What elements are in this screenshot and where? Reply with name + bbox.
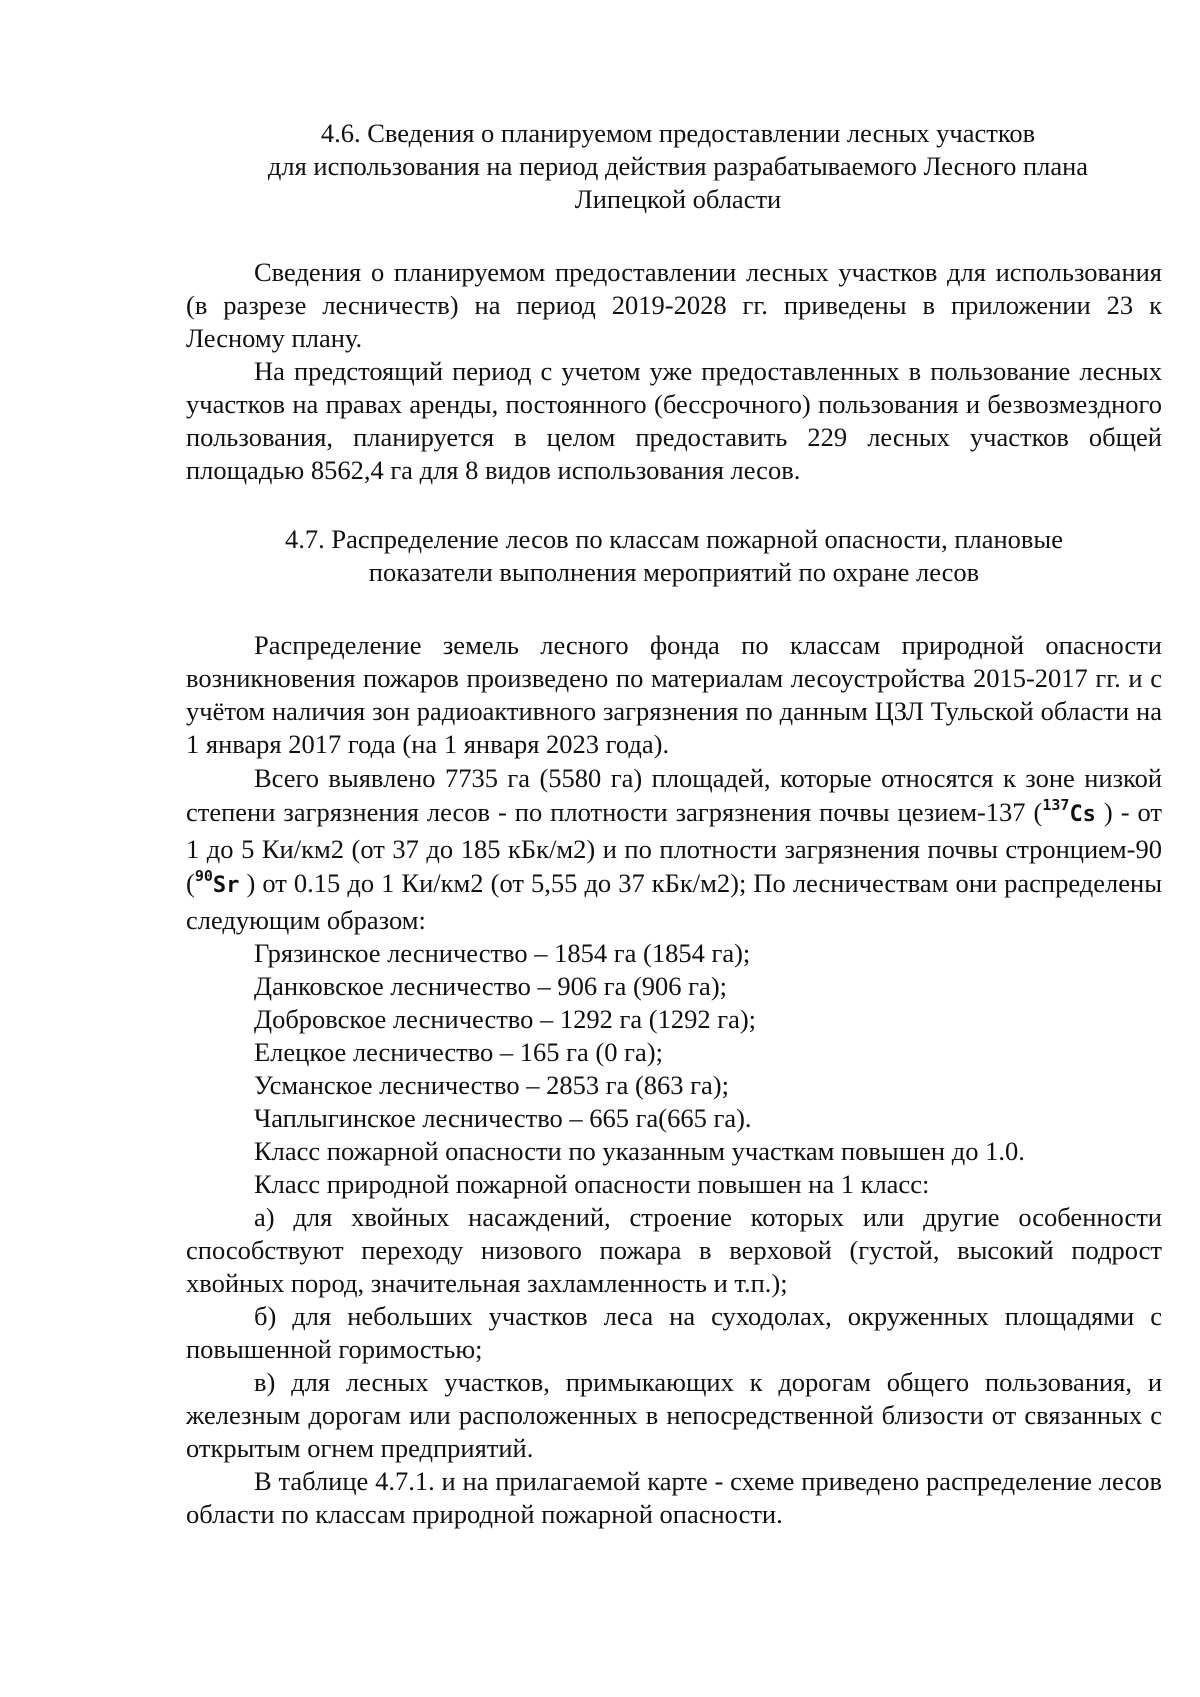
heading-line: показатели выполнения мероприятий по охране лесов (368, 557, 980, 587)
cesium-symbol: Cs (1069, 802, 1096, 827)
condition-item-v: в) для лесных участков, примыкающих к дорогам общего пользования, и железным дорогам или расположенных в непосредственной близости от связанных с открытым огнем предприятий. (186, 1367, 1162, 1463)
section-4-6-paragraph: Сведения о планируемом предоставлении лесных участков для использования (в разрезе лесничеств) на период 2019-2028 гг. приведены в приложении 23 к Лесному плану. (186, 257, 1162, 353)
heading-line: для использования на период действия разрабатываемого Лесного плана (267, 151, 1089, 181)
forestry-item: Чаплыгинское лесничество – 665 га(665 га). (254, 1103, 752, 1133)
contamination-text: ) - от 1 до 5 Ки/км2 (от 37 до 185 кБк/м2) и по плотности загрязнения почвы стронцием-90 ( (186, 797, 1162, 898)
condition-item-a: а) для хвойных насаждений, строение которых или другие особенности способствуют переходу низового пожара в верховой (густой, высокий подрост хвойных пород, значительная захламленность и т.п.); (186, 1202, 1162, 1298)
strontium-symbol: Sr (212, 873, 240, 898)
contamination-text: ) от 0.15 до 1 Ки/км2 (от 5,55 до 37 кБк/м2); По лесничествам они распределены следующим образом: (186, 868, 1162, 935)
forestry-item: Данковское лесничество – 906 га (906 га); (254, 971, 728, 1001)
fire-class-raised-line: Класс пожарной опасности по указанным участкам повышен до 1.0. (254, 1136, 1025, 1166)
section-4-6-paragraph: На предстоящий период с учетом уже предоставленных в пользование лесных участков на правах аренды, постоянного (бессрочного) пользования и безвозмездного пользования, планируется в целом предоставить 229 лесных участков общей площадью 8562,4 га для 8 видов использования лесов. (186, 356, 1162, 485)
heading-line: 4.7. Распределение лесов по классам пожарной опасности, плановые (284, 524, 1063, 554)
contamination-text: Всего выявлено 7735 га (5580 га) площадей, которые относятся к зоне низкой степени загрязнения лесов - по плотности загрязнения почвы цезием-137 ( (186, 763, 1162, 827)
contamination-paragraph (186, 761, 1162, 937)
page-content (186, 117, 1162, 1531)
cesium-mass-number: 137 (1042, 796, 1070, 814)
forestry-item: Добровское лесничество – 1292 га (1292 га); (254, 1004, 757, 1034)
natural-fire-class-line: Класс природной пожарной опасности повышен на 1 класс: (254, 1169, 930, 1199)
strontium-mass-number: 90 (194, 867, 213, 885)
heading-line: 4.6. Сведения о планируемом предоставлении лесных участков (320, 118, 1036, 148)
section-4-7-heading (186, 523, 1162, 589)
final-paragraph: В таблице 4.7.1. и на прилагаемой карте - схеме приведено распределение лесов области по классам природной пожарной опасности. (186, 1466, 1162, 1529)
heading-line: Липецкой области (574, 184, 782, 214)
strontium-isotope (194, 867, 240, 898)
cesium-isotope (1042, 796, 1096, 827)
forestry-item: Елецкое лесничество – 165 га (0 га); (254, 1037, 663, 1067)
section-4-6-heading (186, 117, 1162, 216)
forestry-item: Грязинское лесничество – 1854 га (1854 га); (254, 938, 751, 968)
section-4-7-paragraph: Распределение земель лесного фонда по классам природной опасности возникновения пожаров произведено по материалам лесоустройства 2015-2017 гг. и с учётом наличия зон радиоактивного загрязнения по данным ЦЗЛ Тульской области на 1 января 2017 года (на 1 января 2023 года). (186, 630, 1162, 759)
condition-item-b: б) для небольших участков леса на суходолах, окруженных площадями с повышенной горимостью; (186, 1301, 1162, 1364)
forestry-item: Усманское лесничество – 2853 га (863 га); (254, 1070, 729, 1100)
forestry-list (186, 937, 1162, 1135)
